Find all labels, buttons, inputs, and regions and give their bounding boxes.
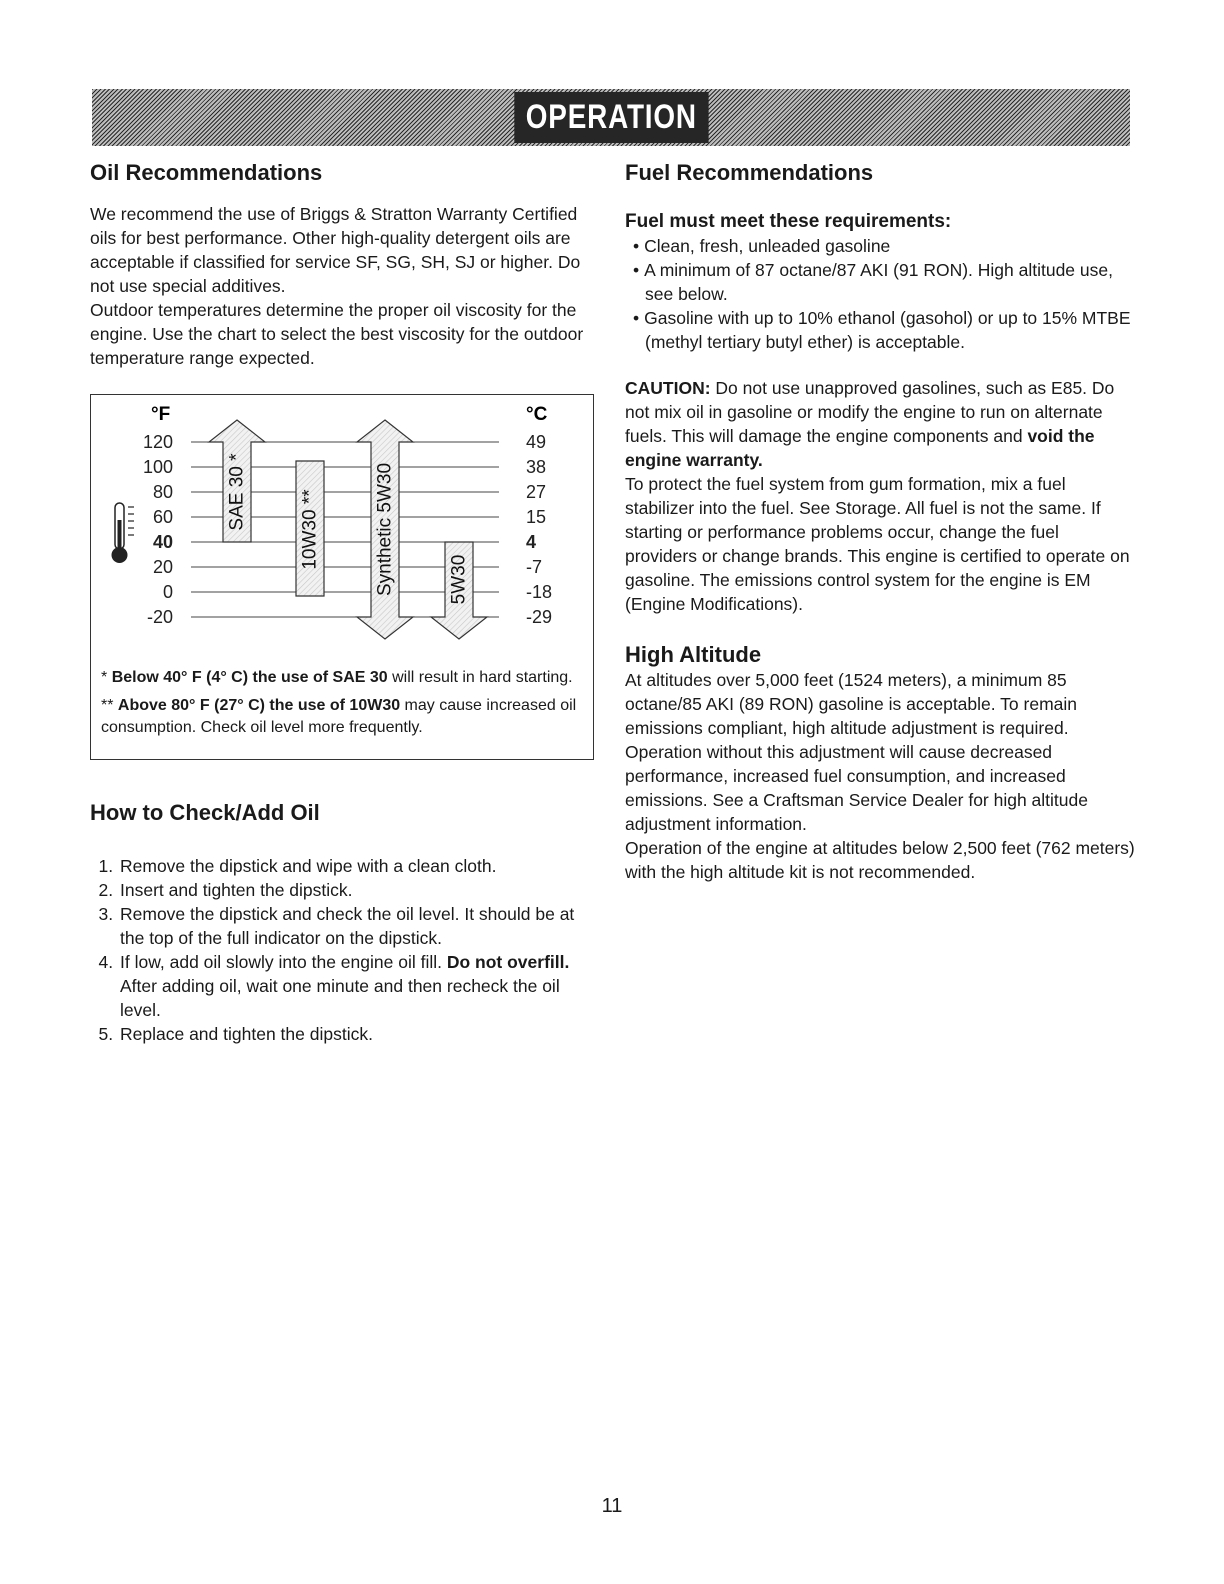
celsius-tick: -18 (526, 582, 553, 602)
viscosity-chart-svg (91, 395, 593, 665)
oil-range-label: 10W30 ** (299, 489, 321, 570)
celsius-tick: -7 (526, 557, 543, 577)
oil-viscosity-chart (90, 394, 594, 760)
step-2: 2. Insert and tighten the dipstick. (118, 878, 590, 902)
footnote-1: * Below 40° F (4° C) the use of SAE 30 will result in hard starting. (101, 669, 573, 686)
oil-range-label: 5W30 (448, 554, 470, 605)
thermometer-mercury (118, 520, 122, 552)
celsius-tick: 27 (526, 482, 547, 502)
celsius-tick: 49 (526, 432, 547, 452)
fuel-section (625, 160, 1135, 884)
fuel-requirement: • Clean, fresh, unleaded gasoline (625, 234, 1135, 258)
fahrenheit-tick: 100 (142, 457, 173, 477)
section-title: OPERATION (514, 92, 708, 143)
altitude-heading: High Altitude (625, 642, 762, 667)
oil-range-label: Synthetic 5W30 (374, 462, 396, 597)
fahrenheit-tick: 120 (142, 432, 173, 452)
caution-paragraph: CAUTION: Do not use unapproved gasolines, such as E85. Do not mix oil in gasoline or modify the engine to run on alternate fuels. This will damage the engine components and void the engine warranty. (625, 378, 1115, 470)
section-banner (92, 89, 1130, 146)
unit-fahrenheit: °F (151, 404, 171, 425)
oil-paragraph-1: We recommend the use of Briggs & Stratton Warranty Certified oils for best performance. Other high-quality detergent oils are acceptable if classified for service SF, SG, SH, SJ or higher. Do not use special additives. (90, 204, 581, 296)
oil-section (90, 160, 590, 370)
celsius-tick: 15 (526, 507, 547, 527)
celsius-tick: 38 (526, 457, 547, 477)
fuel-heading: Fuel Recommendations (625, 160, 874, 185)
step-1: 1. Remove the dipstick and wipe with a clean cloth. (118, 854, 590, 878)
oil-range-label: SAE 30 * (226, 453, 248, 531)
fuel-requirement: • Gasoline with up to 10% ethanol (gasohol) or up to 15% MTBE (methyl tertiary butyl ether) is acceptable. (625, 306, 1135, 354)
fahrenheit-tick: 20 (152, 557, 173, 577)
oil-heading: Oil Recommendations (90, 160, 323, 185)
fuel-requirement: • A minimum of 87 octane/87 AKI (91 RON). High altitude use, see below. (625, 258, 1135, 306)
fuel-requirements-list (625, 234, 1135, 354)
altitude-paragraph-2: Operation of the engine at altitudes below 2,500 feet (762 meters) with the high altitude kit is not recommended. (625, 838, 1135, 882)
footnote-2: ** Above 80° F (27° C) the use of 10W30 may cause increased oil consumption. Check oil level more frequently. (101, 697, 577, 736)
stabilizer-paragraph: To protect the fuel system from gum formation, mix a fuel stabilizer into the fuel. See Storage. All fuel is not the same. If starting or performance problems occur, change the fuel providers or change brands. This engine is certified to operate on gasoline. The emissions control system for the engine is EM (Engine Modifications). (625, 474, 1130, 614)
step-3: 3. Remove the dipstick and check the oil level. It should be at the top of the full indicator on the dipstick. (118, 902, 590, 950)
step-5: 5. Replace and tighten the dipstick. (118, 1022, 590, 1046)
check-oil-heading: How to Check/Add Oil (90, 800, 320, 825)
altitude-paragraph-1: At altitudes over 5,000 feet (1524 meters), a minimum 85 octane/85 AKI (89 RON) gasoline is acceptable. To remain emissions compliant, high altitude adjustment is required. Operation without this adjustment will cause decreased performance, increased fuel consumption, and increased emissions. See a Craftsman Service Dealer for high altitude adjustment information. (625, 670, 1088, 834)
step-4: 4. If low, add oil slowly into the engine oil fill. Do not overfill. After adding oil, wait one minute and then recheck the oil level. (118, 950, 590, 1022)
check-oil-section (90, 800, 590, 1046)
fahrenheit-tick: -20 (146, 607, 173, 627)
check-oil-steps (90, 854, 590, 1046)
chart-footnotes (101, 667, 581, 739)
fahrenheit-tick: 80 (152, 482, 173, 502)
fahrenheit-tick: 40 (152, 532, 173, 552)
fuel-requirements-title: Fuel must meet these requirements: (625, 211, 952, 232)
oil-paragraph-2: Outdoor temperatures determine the proper oil viscosity for the engine. Use the chart to select the best viscosity for the outdoor temperature range expected. (90, 300, 584, 368)
celsius-tick: -29 (526, 607, 553, 627)
unit-celsius: °C (526, 404, 548, 425)
celsius-tick: 4 (526, 532, 537, 552)
fahrenheit-tick: 60 (152, 507, 173, 527)
page-number: 11 (601, 1495, 623, 1517)
fahrenheit-tick: 0 (162, 582, 173, 602)
